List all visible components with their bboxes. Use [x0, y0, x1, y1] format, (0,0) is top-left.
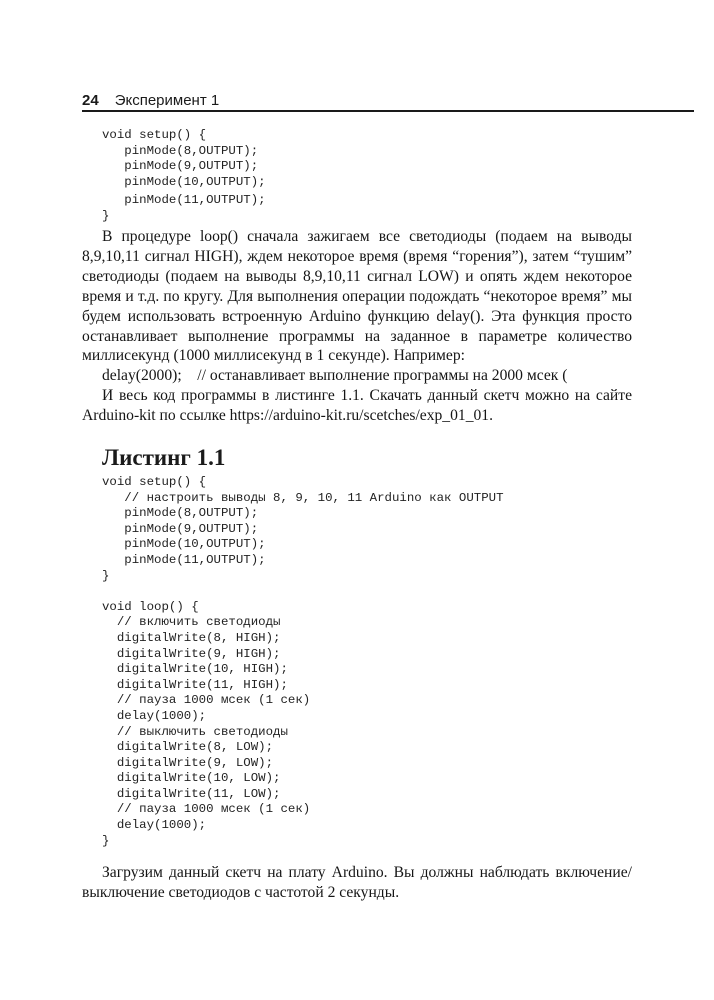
code-line: pinMode(10,OUTPUT); — [102, 174, 266, 189]
paragraph-conclusion: Загрузим данный скетч на плату Arduino. Вы должны наблюдать включение/выключение светодиодов с частотой 2 секунды. — [82, 864, 632, 901]
code-line: // настроить выводы 8, 9, 10, 11 Arduino как OUTPUT — [102, 490, 504, 505]
paragraph-listing-reference: И весь код программы в листинге 1.1. Скачать данный скетч можно на сайте Arduino-kit по ссылке https://arduino-kit.ru/scetches/exp_01_01. — [82, 387, 632, 424]
code-line: digitalWrite(10, LOW); — [102, 771, 281, 786]
code-line: digitalWrite(10, HIGH); — [102, 662, 288, 677]
code-line — [102, 584, 504, 600]
code-line: digitalWrite(11, LOW); — [102, 786, 281, 801]
code-line: delay(1000); — [102, 818, 207, 833]
code-line: delay(1000); — [102, 708, 207, 723]
code-line: pinMode(9,OUTPUT); — [102, 521, 259, 536]
code-line: } — [102, 833, 110, 848]
running-header — [82, 91, 694, 110]
code-line: digitalWrite(9, HIGH); — [102, 646, 281, 661]
code-line: // пауза 1000 мсек (1 сек) — [102, 693, 311, 708]
code-line: digitalWrite(9, LOW); — [102, 755, 274, 770]
paragraph-loop-description: В процедуре loop() сначала зажигаем все светодиоды (подаем на выводы 8,9,10,11 сигнал HIGH), ждем некоторое время (время “горения”), затем “тушим” светодиоды (подаем на выводы 8,9,10,11 сигнал LOW) и опять ждем некоторое время и т.д. по кругу. Для выполнения операции подождать “некоторое время” мы будем использовать встроенную Arduino функцию delay(). Эта функция просто останавливает выполнение программы на заданное в параметре количество миллисекунд (1000 миллисекунд в 1 секунде). Например: — [82, 228, 632, 365]
code-line: pinMode(8,OUTPUT); — [102, 143, 259, 158]
code-line: digitalWrite(8, HIGH); — [102, 630, 281, 645]
code-line: digitalWrite(11, HIGH); — [102, 677, 288, 692]
code-line: pinMode(9,OUTPUT); — [102, 159, 259, 174]
code-line: pinMode(8,OUTPUT); — [102, 506, 259, 521]
code-line: // выключить светодиоды — [102, 724, 288, 739]
code-line: pinMode(11,OUTPUT); — [102, 552, 266, 567]
code-line: } — [102, 568, 110, 583]
page-number: 24 — [82, 92, 99, 109]
code-line: void setup() { — [102, 475, 207, 489]
code-line: } — [102, 208, 110, 223]
code-line: // пауза 1000 мсек (1 сек) — [102, 802, 311, 817]
code-line: digitalWrite(8, LOW); — [102, 740, 274, 755]
code-line: // включить светодиоды — [102, 615, 281, 630]
code-block-listing — [102, 475, 504, 849]
chapter-title: Эксперимент 1 — [114, 92, 220, 109]
listing-title: Листинг 1.1 — [102, 445, 226, 470]
delay-example: delay(2000); // останавливает выполнение программы на 2000 мсек ( — [102, 367, 568, 384]
header-rule — [82, 110, 694, 112]
code-line: void setup() { — [102, 128, 207, 142]
code-line: void loop() { — [102, 599, 199, 614]
code-block-setup — [102, 128, 266, 225]
code-line: pinMode(11,OUTPUT); — [102, 193, 266, 208]
code-line: pinMode(10,OUTPUT); — [102, 537, 266, 552]
